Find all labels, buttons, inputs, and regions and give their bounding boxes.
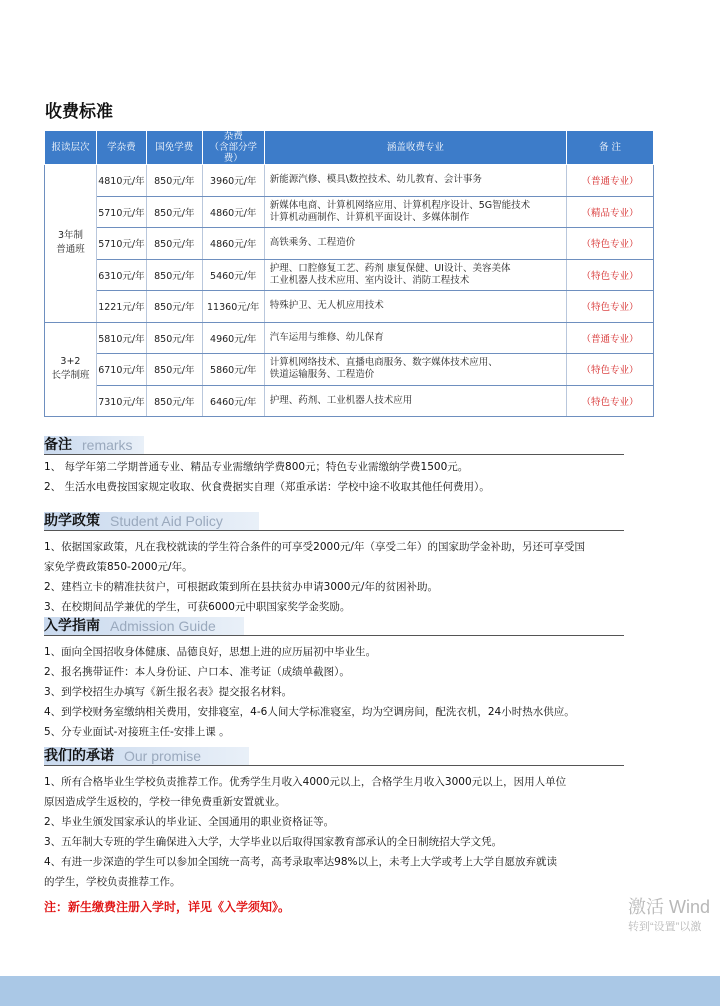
admission-line: 2、报名携带证件：本人身份证、户口本、准考证（成绩单截图）。: [44, 666, 350, 678]
free-cell: 850元/年: [146, 385, 202, 417]
misc-cell: 5860元/年: [202, 354, 264, 386]
majors-cell: [264, 165, 566, 197]
remarks-lines: [44, 455, 624, 497]
note-cell: （普通专业）: [567, 165, 654, 197]
remarks-title-en: remarks: [82, 437, 133, 453]
header-note: 备 注: [567, 131, 654, 165]
note-cell: （特色专业）: [567, 354, 654, 386]
level-line2: 普通班: [56, 244, 85, 256]
misc-cell: 11360元/年: [202, 291, 264, 323]
activation-watermark: [628, 896, 720, 934]
note-cell: （特色专业）: [567, 228, 654, 260]
header-misc-line1: 杂费: [223, 131, 243, 142]
promise-section: [44, 748, 624, 892]
level-line1: 3年制: [57, 230, 83, 242]
remarks-section: [44, 437, 624, 497]
promise-title-en: Our promise: [124, 748, 202, 764]
table-row: [45, 385, 654, 417]
free-cell: 850元/年: [146, 291, 202, 323]
remarks-line: 1、 每学年第二学期普通专业、精品专业需缴纳学费800元；特色专业需缴纳学费1500元。: [44, 461, 469, 473]
tuition-cell: 4810元/年: [96, 165, 146, 197]
tuition-cell: 5710元/年: [96, 196, 146, 228]
remarks-line: 2、 生活水电费按国家规定收取、伙食费据实自理（郑重承诺：学校中途不收取其他任何费用）。: [44, 481, 490, 493]
admission-heading: [44, 618, 624, 636]
header-misc-line2: （含部分学费）: [209, 142, 257, 164]
majors-cell: [264, 228, 566, 260]
free-cell: 850元/年: [146, 354, 202, 386]
majors-line: 计算机网络技术、直播电商服务、数字媒体技术应用、: [269, 357, 498, 369]
note-cell: （特色专业）: [567, 291, 654, 323]
majors-line: 特殊护卫、无人机应用技术: [269, 300, 384, 312]
misc-cell: 6460元/年: [202, 385, 264, 417]
majors-line: 新能源汽修、模具\数控技术、幼儿教育、会计事务: [269, 174, 482, 186]
majors-cell: [264, 354, 566, 386]
watermark-line2: 转到“设置”以激: [628, 921, 702, 933]
header-misc: [202, 131, 264, 165]
majors-line: 护理、药剂、工业机器人技术应用: [269, 394, 413, 406]
aid-line: 1、依据国家政策，凡在我校就读的学生符合条件的可享受2000元/年（享受二年）的国家助学金补助，另还可享受国: [44, 541, 585, 553]
misc-cell: 4860元/年: [202, 228, 264, 260]
aid-line: 3、在校期间品学兼优的学生，可获6000元中职国家奖学金奖励。: [44, 601, 351, 613]
promise-heading: [44, 748, 624, 766]
remarks-heading: [44, 437, 624, 455]
admission-section: [44, 618, 624, 742]
table-header-row: [45, 131, 654, 165]
header-tuition: 学杂费: [96, 131, 146, 165]
level-line1: 3+2: [60, 356, 81, 368]
level-cell: [45, 322, 97, 417]
misc-cell: 5460元/年: [202, 259, 264, 291]
table-row: [45, 228, 654, 260]
majors-line: 工业机器人技术应用、室内设计、消防工程技术: [269, 274, 470, 286]
tuition-cell: 6310元/年: [96, 259, 146, 291]
promise-line: 2、毕业生颁发国家承认的毕业证、全国通用的职业资格证等。: [44, 816, 335, 828]
majors-line: 新媒体电商、计算机网络应用、计算机程序设计、5G智能技术: [269, 199, 531, 211]
admission-line: 4、到学校财务室缴纳相关费用，安排寝室，4-6人间大学标准寝室，均为空调房间，配洗衣机，24小时热水供应。: [44, 706, 575, 718]
promise-line: 3、五年制大专班的学生确保进入大学，大学毕业以后取得国家教育部承认的全日制统招大学文凭。: [44, 836, 503, 848]
table-row: [45, 165, 654, 197]
aid-heading: [44, 513, 624, 531]
admission-lines: [44, 636, 624, 742]
remarks-title: 备注: [44, 437, 72, 453]
page-title: 收费标准: [45, 102, 113, 122]
majors-cell: [264, 259, 566, 291]
table-row: [45, 291, 654, 323]
free-cell: 850元/年: [146, 196, 202, 228]
aid-title-en: Student Aid Policy: [110, 513, 223, 529]
promise-title: 我们的承诺: [44, 748, 114, 764]
admission-line: 5、分专业面试-对接班主任-安排上课 。: [44, 726, 230, 738]
majors-cell: [264, 322, 566, 354]
tuition-cell: 5810元/年: [96, 322, 146, 354]
admission-title: 入学指南: [44, 618, 100, 634]
majors-cell: [264, 291, 566, 323]
table-row: [45, 354, 654, 386]
note-cell: （特色专业）: [567, 259, 654, 291]
footer-band: [0, 976, 720, 1006]
header-level: 报读层次: [45, 131, 97, 165]
free-cell: 850元/年: [146, 322, 202, 354]
note-cell: （特色专业）: [567, 385, 654, 417]
majors-line: 护理、口腔修复工艺、药剂 康复保健、UI设计、美容美体: [269, 262, 511, 274]
tuition-cell: 5710元/年: [96, 228, 146, 260]
header-majors: 涵盖收费专业: [264, 131, 566, 165]
level-line2: 长学制班: [51, 370, 90, 382]
admission-line: 3、到学校招生办填写《新生报名表》提交报名材料。: [44, 686, 293, 698]
misc-cell: 4860元/年: [202, 196, 264, 228]
misc-cell: 3960元/年: [202, 165, 264, 197]
promise-line: 原因造成学生返校的，学校一律免费重新安置就业。: [44, 796, 286, 808]
fee-table: [44, 130, 654, 417]
majors-cell: [264, 196, 566, 228]
majors-line: 高铁乘务、工程造价: [269, 237, 356, 249]
majors-line: 铁道运输服务、工程造价: [269, 369, 375, 381]
promise-line: 的学生，学校负责推荐工作。: [44, 876, 181, 888]
promise-line: 1、所有合格毕业生学校负责推荐工作。优秀学生月收入4000元以上，合格学生月收入3000元以上，因用人单位: [44, 776, 567, 788]
registration-notice: 注：新生缴费注册入学时，详见《入学须知》。: [44, 900, 291, 914]
tuition-cell: 7310元/年: [96, 385, 146, 417]
tuition-cell: 1221元/年: [96, 291, 146, 323]
majors-cell: [264, 385, 566, 417]
admission-line: 1、面向全国招收身体健康、品德良好，思想上进的应历届初中毕业生。: [44, 646, 377, 658]
free-cell: 850元/年: [146, 165, 202, 197]
aid-line: 家免学费政策850-2000元/年。: [44, 561, 193, 573]
watermark-line1: 激活 Wind: [628, 897, 711, 917]
aid-title: 助学政策: [44, 513, 100, 529]
aid-section: [44, 513, 624, 617]
header-free: 国免学费: [146, 131, 202, 165]
free-cell: 850元/年: [146, 259, 202, 291]
promise-lines: [44, 766, 624, 892]
aid-line: 2、建档立卡的精准扶贫户，可根据政策到所在县扶贫办申请3000元/年的贫困补助。: [44, 581, 438, 593]
admission-title-en: Admission Guide: [110, 618, 216, 634]
note-cell: （普通专业）: [567, 322, 654, 354]
aid-lines: [44, 531, 624, 617]
tuition-cell: 6710元/年: [96, 354, 146, 386]
majors-line: 汽车运用与维修、幼儿保育: [269, 331, 384, 343]
majors-line: 计算机动画制作、计算机平面设计、多媒体制作: [269, 211, 470, 223]
note-cell: （精品专业）: [567, 196, 654, 228]
level-cell: [45, 165, 97, 323]
table-row: [45, 322, 654, 354]
table-row: [45, 259, 654, 291]
table-row: [45, 196, 654, 228]
promise-line: 4、有进一步深造的学生可以参加全国统一高考，高考录取率达98%以上，未考上大学或考上大学自愿放弃就读: [44, 856, 558, 868]
free-cell: 850元/年: [146, 228, 202, 260]
misc-cell: 4960元/年: [202, 322, 264, 354]
